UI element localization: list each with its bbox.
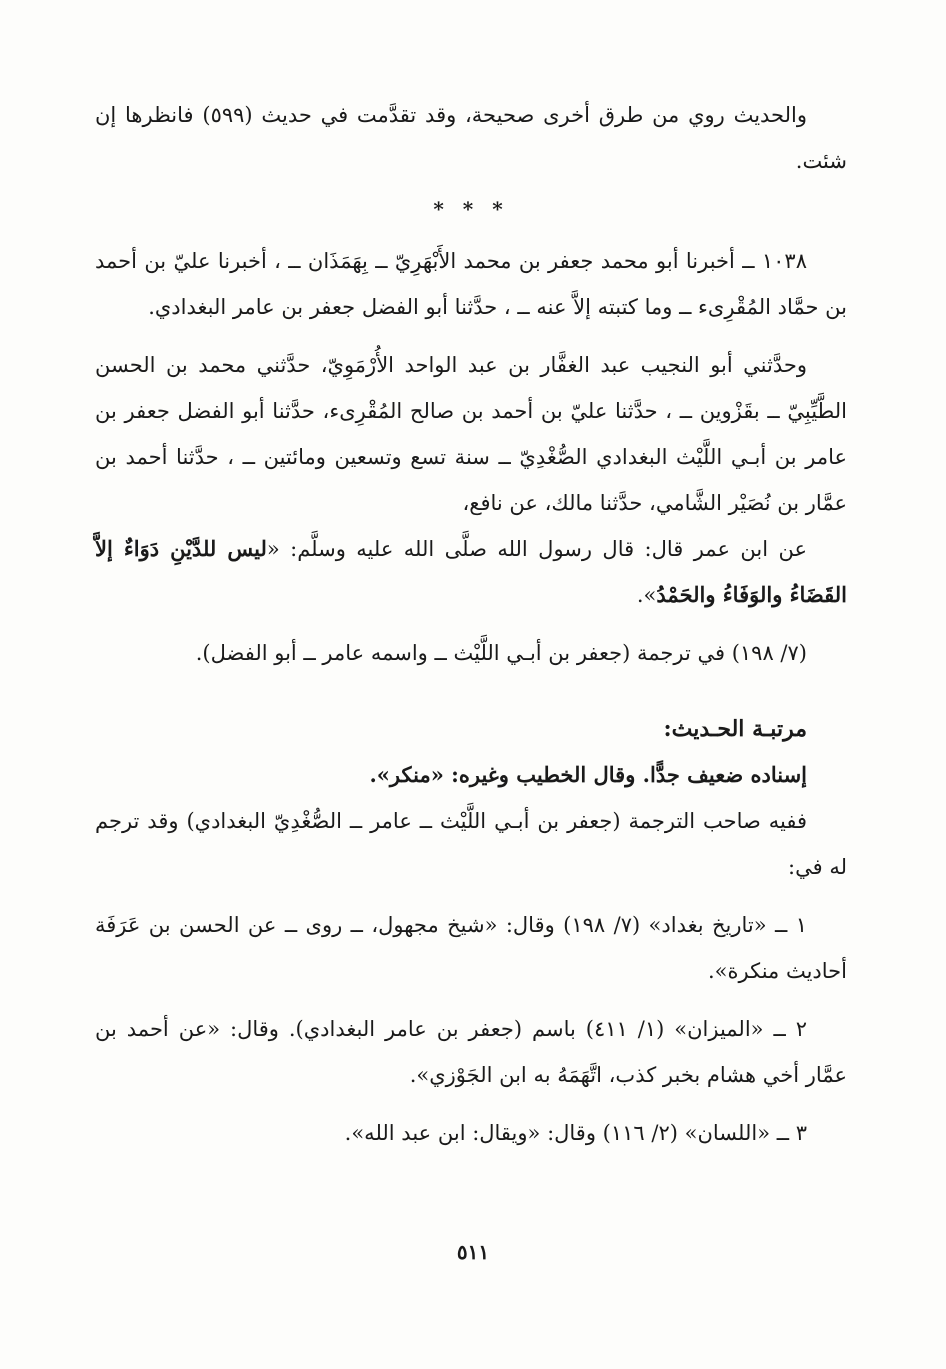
hadith-text [95,526,847,618]
source-reference: (٧/ ١٩٨) في ترجمة (جعفر بن أبـي اللَّيْث ــ واسمه عامر ــ أبو الفضل). [195,641,807,665]
hadith-1038-chain-2: وحدَّثني أبو النجيب عبد الغفَّار بن عبد الواحد الأُرْمَوِيّ، حدَّثني محمد بن الحسن الطَّيِّبِيّ ــ بقَزْوين ــ ، حدَّثنا عليّ بن أحمد بن صالح المُقْرِىء، حدَّثنا أبو الفضل جعفر بن عامر بن أبـي اللَّيْث البغدادي الصُّغْدِيّ ــ سنة تسع وتسعين ومائتين ــ ، حدَّثنا أحمد بن عمَّار بن نُصَيْر الشَّامي، حدَّثنا مالك، عن نافع، [95,353,847,515]
hadith-matn: ليس للدَّيْنِ دَوَاءٌ إلاَّ القَضَاءُ والوَفَاءُ والحَمْدُ [95,536,847,607]
reference-item-2: ٢ ــ «الميزان» (١/ ٤١١) باسم (جعفر بن عامر البغدادي). وقال: «عن أحمد بن عمَّار أخي هشام بخبر كذب، اتَّهَمَهُ به ابن الجَوْزي». [95,1017,847,1087]
paragraph-1: والحديث روي من طرق أخرى صحيحة، وقد تقدَّمت في حديث (٥٩٩) فانظرها إن شئت. [95,103,847,173]
grading-statement: إسناده ضعيف جدًّا. وقال الخطيب وغيره: «منكر». [369,762,807,787]
reference-item-3: ٣ ــ «اللسان» (٢/ ١١٦) وقال: «ويقال: ابن عبد الله». [344,1121,807,1145]
section-heading: مرتبـة الحـديث: [663,716,807,742]
narrator-note: ففيه صاحب الترجمة (جعفر بن أبـي اللَّيْث ــ عامر ــ الصُّغْدِيّ البغدادي) وقد ترجم له في: [95,809,847,879]
page-number: ٥١١ [456,1240,490,1264]
document-body [95,92,847,1156]
section-separator: * * * [433,197,509,221]
reference-item-1: ١ ــ «تاريخ بغداد» (٧/ ١٩٨) وقال: «شيخ مجهول، ــ روى ــ عن الحسن بن عَرَفَة أحاديث منكرة». [95,913,847,983]
hadith-1038-chain-1: ١٠٣٨ ــ أخبرنا أبو محمد جعفر بن محمد الأَبْهَرِيّ ــ بِهَمَذَان ــ ، أخبرنا عليّ بن أحمد بن حمَّاد المُقْرِىء ــ وما كتبته إلاَّ عنه ــ ، حدَّثنا أبو الفضل جعفر بن عامر البغدادي. [95,249,847,319]
hadith-intro: عن ابن عمر قال: قال رسول الله صلَّى الله عليه وسلَّم: « [266,537,807,561]
hadith-close: ». [636,583,657,607]
